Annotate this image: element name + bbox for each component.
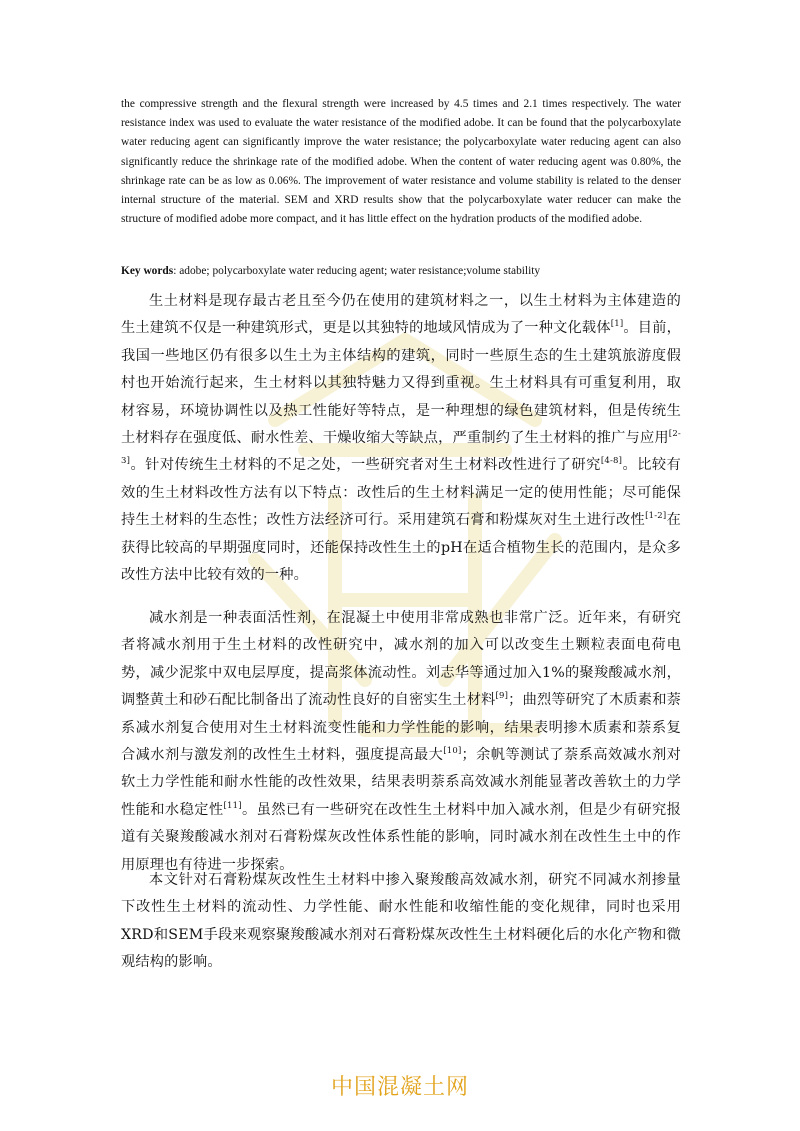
paragraph-text: 生土材料是现存最古老且至今仍在使用的建筑材料之一，以生土材料为主体建造的生土建筑不仅是一种建筑形式，更是以其独特的地域风情成为了一种文化载体: [121, 293, 681, 337]
paragraph-text: 。针对传统生土材料的不足之处，一些研究者对生土材料改性进行了研究: [130, 457, 601, 474]
paragraph-text: 本文针对石膏粉煤灰改性生土材料中掺入聚羧酸高效减水剂，研究不同减水剂掺量下改性生土材料的流动性、力学性能、耐水性能和收缩性能的变化规律，同时也采用XRD和SEM手段来观察聚羧酸减水剂对石膏粉煤灰改性生土材料硬化后的水化产物和微观结构的影响。: [121, 872, 681, 971]
paragraph-text: 在获得比较高的早期强度同时，还能保持改性生土的pH在适合植物生长的范围内，是众多改性方法中比较有效的一种。: [121, 512, 681, 584]
paragraph-text: 。虽然已有一些研究在改性生土材料中加入减水剂，但是少有研究报道有关聚羧酸减水剂对石膏粉煤灰改性体系性能的影响，同时减水剂在改性生土中的作用原理也有待进一步探索。: [121, 801, 681, 873]
abstract-text: the compressive strength and the flexural strength were increased by 4.5 times and 2.1 times respectively. The water resistance index was used to evaluate the water resistance of the modified adobe. It can be found that the polycarboxylate water reducing agent can significantly improve the water resistance; the polycarboxylate water reducing agent can also significantly reduce the shrinkage rate of the modified adobe. When the content of water reducing agent was 0.80%, the shrinkage rate can be as low as 0.06%. The improvement of water resistance and volume stability is related to the denser internal structure of the material. SEM and XRD results show that the polycarboxylate water reducer can make the structure of modified adobe more compact, and it has little effect on the hydration products of the modified adobe.: [121, 98, 681, 226]
citation-ref: [2-3]: [121, 429, 681, 467]
citation-ref: [10]: [443, 746, 462, 757]
paragraph-text: ；余帆等测试了萘系高效减水剂对软土力学性能和耐水性能的改性效果，结果表明萘系高效减水剂能显著改善软土的力学性能和水稳定性: [121, 747, 681, 818]
paragraph-text: 减水剂是一种表面活性剂，在混凝土中使用非常成熟也非常广泛。近年来，有研究者将减水剂用于生土材料的改性研究中，减水剂的加入可以改变生土颗粒表面电荷电势，减少泥浆中双电层厚度，提高浆体流动性。刘志华等通过加入1%的聚羧酸减水剂，调整黄土和砂石配比制备出了流动性良好的自密实生土材料: [121, 610, 681, 709]
keywords-line: [121, 263, 681, 279]
footer-site-name: 中国混凝土网: [330, 1075, 469, 1100]
paragraph-text: ；曲烈等研究了木质素和萘系减水剂复合使用对生土材料流变性能和力学性能的影响，结果表明掺木质素和萘系复合减水剂与激发剂的改性生土材料，强度提高最大: [121, 692, 682, 764]
citation-ref: [1-2]: [645, 511, 667, 522]
body-paragraph-2: [121, 605, 681, 879]
keywords-text: : adobe; polycarboxylate water reducing agent; water resistance;volume stability: [173, 265, 541, 277]
citation-ref: [4-8]: [600, 456, 623, 467]
body-paragraph-1: [121, 288, 681, 589]
body-paragraph-3: [121, 867, 681, 977]
paragraph-text: 。比较有效的生土材料改性方法有以下特点：改性后的生土材料满足一定的使用性能；尽可能保持生土材料的生态性；改性方法经济可行。采用建筑石膏和粉煤灰对生土进行改性: [121, 457, 681, 529]
citation-ref: [11]: [223, 800, 242, 811]
citation-ref: [9]: [495, 691, 509, 702]
keywords-label: Key words: [121, 265, 174, 277]
paragraph-text: 。目前，我国一些地区仍有很多以生土为主体结构的建筑，同时一些原生态的生土建筑旅游度假村也开始流行起来，生土材料以其独特魅力又得到重视。生土材料具有可重复利用，取材容易，环境协调性以及热工性能好等特点，是一种理想的绿色建筑材料，但是传统生土材料存在强度低、耐水性差、干燥收缩大等缺点，严重制约了生土材料的推广与应用: [121, 320, 681, 447]
citation-ref: [1]: [610, 319, 624, 330]
